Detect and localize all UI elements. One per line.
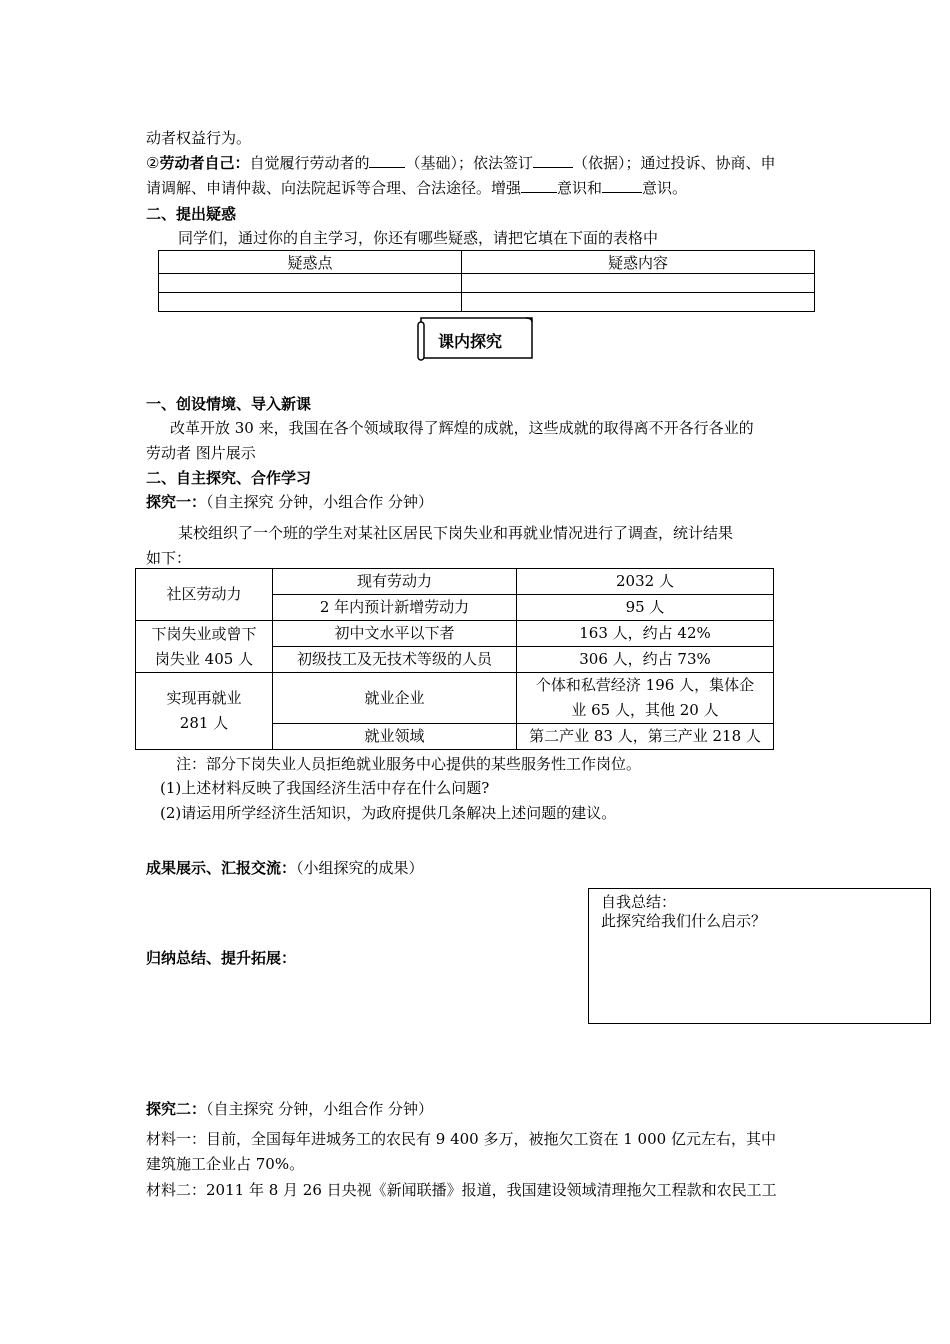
table-cell[interactable] (159, 274, 462, 293)
text-fragment: 意识。 (642, 179, 688, 197)
table-note: 注：部分下岗失业人员拒绝就业服务中心提供的某些服务性工作岗位。 (176, 755, 642, 773)
summary-prompt: 此探究给我们什么启示？ (601, 912, 767, 930)
text-fragment: （依据）；通过投诉、协商、申 (573, 154, 776, 172)
text-line (146, 491, 433, 512)
cell-line: 岗失业 405 人 (154, 649, 254, 668)
table-cell: 95 人 (517, 595, 774, 621)
bold-label: 劳动者自己： (159, 154, 250, 172)
table-header: 疑惑点 (159, 251, 462, 274)
table-cell[interactable] (462, 293, 815, 312)
table-cell: 306 人，约占 73% (517, 647, 774, 673)
circled-number: ② (146, 154, 160, 172)
section-heading: 二、提出疑惑 (146, 205, 237, 223)
table-header: 疑惑内容 (462, 251, 815, 274)
section-heading: 一、创设情境、导入新课 (146, 395, 312, 413)
bold-label: 探究二： (146, 1100, 207, 1118)
table-cell: 现有劳动力 (273, 569, 517, 595)
text-line: 如下： (146, 549, 192, 567)
text-line: 改革开放 30 来，我国在各个领域取得了辉煌的成就，这些成就的取得离不开各行各业的 (170, 419, 754, 437)
bold-label: 探究一： (146, 493, 207, 511)
text-line: 某校组织了一个班的学生对某社区居民下岗失业和再就业情况进行了调查，统计结果 (178, 524, 734, 542)
cell-line: 下岗失业或曾下 (151, 624, 257, 643)
question: (1)上述材料反映了我国经济生活中存在什么问题? (160, 779, 490, 797)
table-cell: 就业企业 (273, 673, 517, 724)
table-cell: 初级技工及无技术等级的人员 (273, 647, 517, 673)
text-fragment: 自觉履行劳动者的 (249, 154, 370, 172)
bold-label: 成果展示、汇报交流： (146, 859, 297, 877)
text-line: 动者权益行为。 (146, 129, 252, 147)
summary-title: 自我总结： (601, 893, 677, 911)
table-cell: 2032 人 (517, 569, 774, 595)
text-fragment: （自主探究 分钟，小组合作 分钟） (206, 493, 434, 511)
question: (2)请运用所学经济生活知识，为政府提供几条解决上述问题的建议。 (160, 804, 617, 822)
fill-blank[interactable] (533, 153, 573, 168)
table-cell: 第二产业 83 人，第三产业 218 人 (517, 724, 774, 750)
doubt-table (158, 250, 815, 312)
table-cell (136, 673, 273, 750)
text-fragment: 意识和 (557, 179, 603, 197)
text-line: 劳动者 图片展示 (146, 444, 256, 462)
text-line (146, 857, 424, 878)
section-heading: 二、自主探究、合作学习 (146, 469, 312, 487)
section-heading: 归纳总结、提升拓展： (146, 949, 297, 967)
table-cell: 163 人，约占 42% (517, 621, 774, 647)
table-cell[interactable] (159, 293, 462, 312)
text-fragment: （小组探究的成果） (296, 859, 424, 877)
text-line (146, 1098, 433, 1119)
text-fragment: （基础）；依法签订 (405, 154, 533, 172)
text-line (146, 177, 687, 198)
fill-blank[interactable] (602, 178, 642, 193)
cell-line: 实现再就业 (166, 689, 242, 707)
table-cell (517, 673, 774, 724)
cell-line: 业 65 人，其他 20 人 (571, 701, 719, 719)
section-scroll-banner (416, 316, 534, 362)
text-line: 材料二：2011 年 8 月 26 日央视《新闻联播》报道，我国建设领域清理拖欠工程款和农民工工 (146, 1181, 777, 1199)
summary-box[interactable] (588, 888, 931, 1024)
fill-blank[interactable] (521, 178, 557, 193)
fill-blank[interactable] (369, 153, 405, 168)
text-line: 同学们，通过你的自主学习，你还有哪些疑惑，请把它填在下面的表格中 (178, 229, 659, 247)
text-fragment: （自主探究 分钟，小组合作 分钟） (206, 1100, 434, 1118)
text-line (146, 152, 776, 173)
table-cell: 初中文水平以下者 (273, 621, 517, 647)
table-cell[interactable] (462, 274, 815, 293)
text-fragment: 请调解、申请仲裁、向法院起诉等合理、合法途径。增强 (146, 179, 522, 197)
table-cell: 就业领域 (273, 724, 517, 750)
table-cell: 2 年内预计新增劳动力 (273, 595, 517, 621)
table-cell (136, 621, 273, 673)
cell-line: 281 人 (179, 714, 229, 732)
text-line: 建筑施工企业占 70%。 (146, 1155, 305, 1173)
cell-line: 个体和私营经济 196 人，集体企 (535, 676, 755, 694)
scroll-title: 课内探究 (438, 332, 503, 351)
survey-table (135, 568, 774, 750)
table-cell: 社区劳动力 (136, 569, 273, 621)
text-line: 材料一：目前，全国每年进城务工的农民有 9 400 多万，被拖欠工资在 1 000 亿元左右，其中 (146, 1130, 776, 1148)
